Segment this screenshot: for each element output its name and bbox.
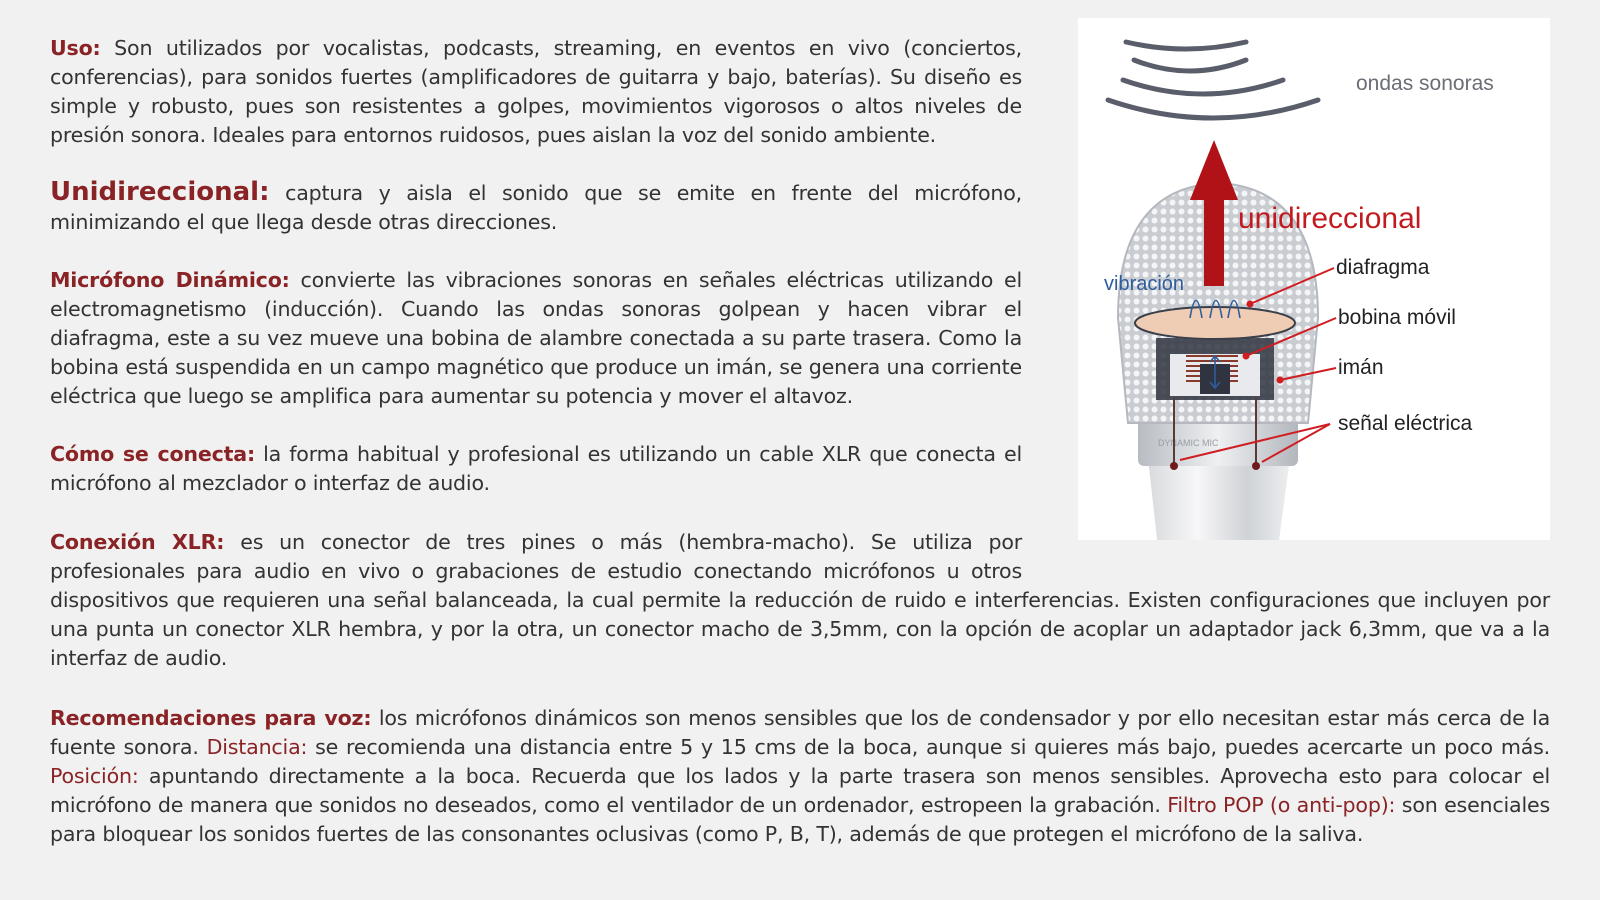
paragraph-uso (50, 34, 1022, 150)
label-distancia: Distancia: (206, 735, 308, 759)
leader-dot-diafragma (1247, 301, 1254, 308)
label-filtro-pop: Filtro POP (o anti-pop): (1167, 793, 1396, 817)
text-recomendaciones-2: se recomienda una distancia entre 5 y 15 cms de la boca, aunque si quieres más bajo, puedes acercarte un poco más. (307, 735, 1550, 759)
label-iman: imán (1338, 356, 1384, 379)
microphone-diagram (1078, 18, 1550, 540)
leader-dot-bobina (1243, 353, 1250, 360)
text-xlr: es un conector de tres pines o más (hembra-macho). Se utiliza por profesionales para audio en vivo o grabaciones de estudio conectando micrófonos u otros dispositivos que requieren una señal balanceada, la cual permite la reducción de ruido e interferencias. Existen configuraciones que incluyen por una punta un conector XLR hembra, y por la otra, un conector macho de 3,5mm, con la opción de acoplar un adaptador jack 6,3mm, que va a la interfaz de audio. (50, 530, 1550, 670)
text-unidireccional: captura y aisla el sonido que se emite en frente del micrófono, minimizando el que llega desde otras direcciones. (50, 181, 1022, 234)
label-vibracion: vibración (1104, 273, 1185, 295)
mic-brand-text: DYNAMIC MIC (1158, 438, 1219, 448)
label-ondas: ondas sonoras (1356, 72, 1494, 95)
text-recomendaciones-4: son esenciales para bloquear los sonidos fuertes de las consonantes oclusivas (como P, B, T), además de que protegen el micrófono de la saliva. (50, 793, 1550, 846)
paragraph-xlr (50, 528, 1550, 673)
label-uso: Uso: (50, 36, 101, 60)
label-dinamico: Micrófono Dinámico: (50, 268, 290, 292)
paragraph-conecta (50, 440, 1022, 498)
diaphragm (1135, 307, 1295, 339)
leader-dot-iman (1277, 377, 1284, 384)
mic-handle (1148, 458, 1290, 540)
label-recomendaciones: Recomendaciones para voz: (50, 706, 372, 730)
label-diafragma: diafragma (1336, 256, 1430, 279)
label-unidireccional: Unidireccional: (50, 177, 270, 207)
paragraph-recomendaciones (50, 704, 1550, 849)
text-dinamico: convierte las vibraciones sonoras en señales eléctricas utilizando el electromagnetismo (inducción). Cuando las ondas sonoras golpean y hacen vibrar el diafragma, este a su vez mueve una bobina de alambre conectada a su parte trasera. Como la bobina está suspendida en un campo magnético que produce un imán, se genera una corriente eléctrica que luego se amplifica para aumentar su potencia y mover el altavoz. (50, 268, 1023, 408)
label-xlr: Conexión XLR: (50, 530, 225, 554)
text-recomendaciones-1: los micrófonos dinámicos son menos sensibles que los de condensador y por ello necesitan estar más cerca de la fuente sonora. (50, 706, 1551, 759)
label-posicion: Posición: (50, 764, 139, 788)
sound-waves-icon (1108, 42, 1318, 118)
label-bobina: bobina móvil (1338, 306, 1456, 329)
signal-dot-right (1252, 462, 1260, 470)
label-unidireccional-diagram: unidireccional (1238, 202, 1422, 235)
label-conecta: Cómo se conecta: (50, 442, 256, 466)
microphone-diagram-svg (1078, 18, 1550, 540)
signal-dot-left (1170, 462, 1178, 470)
text-recomendaciones-3: apuntando directamente a la boca. Recuerda que los lados y la parte trasera son menos sensibles. Aprovecha esto para colocar el micrófono de manera que sonidos no deseados, como el ventilador de un ordenador, estropeen la grabación. (50, 764, 1550, 817)
label-senal: señal eléctrica (1338, 412, 1473, 435)
paragraph-unidireccional (50, 178, 1022, 237)
text-uso: Son utilizados por vocalistas, podcasts, streaming, en eventos en vivo (conciertos, conferencias), para sonidos fuertes (amplificadores de guitarra y bajo, baterías). Su diseño es simple y robusto, pues son resistentes a golpes, movimientos vigorosos o altos niveles de presión sonora. Ideales para entornos ruidosos, pues aislan la voz del sonido ambiente. (50, 36, 1022, 147)
paragraph-dinamico (50, 266, 1022, 411)
text-conecta: la forma habitual y profesional es utilizando un cable XLR que conecta el micrófono al mezclador o interfaz de audio. (50, 442, 1022, 495)
